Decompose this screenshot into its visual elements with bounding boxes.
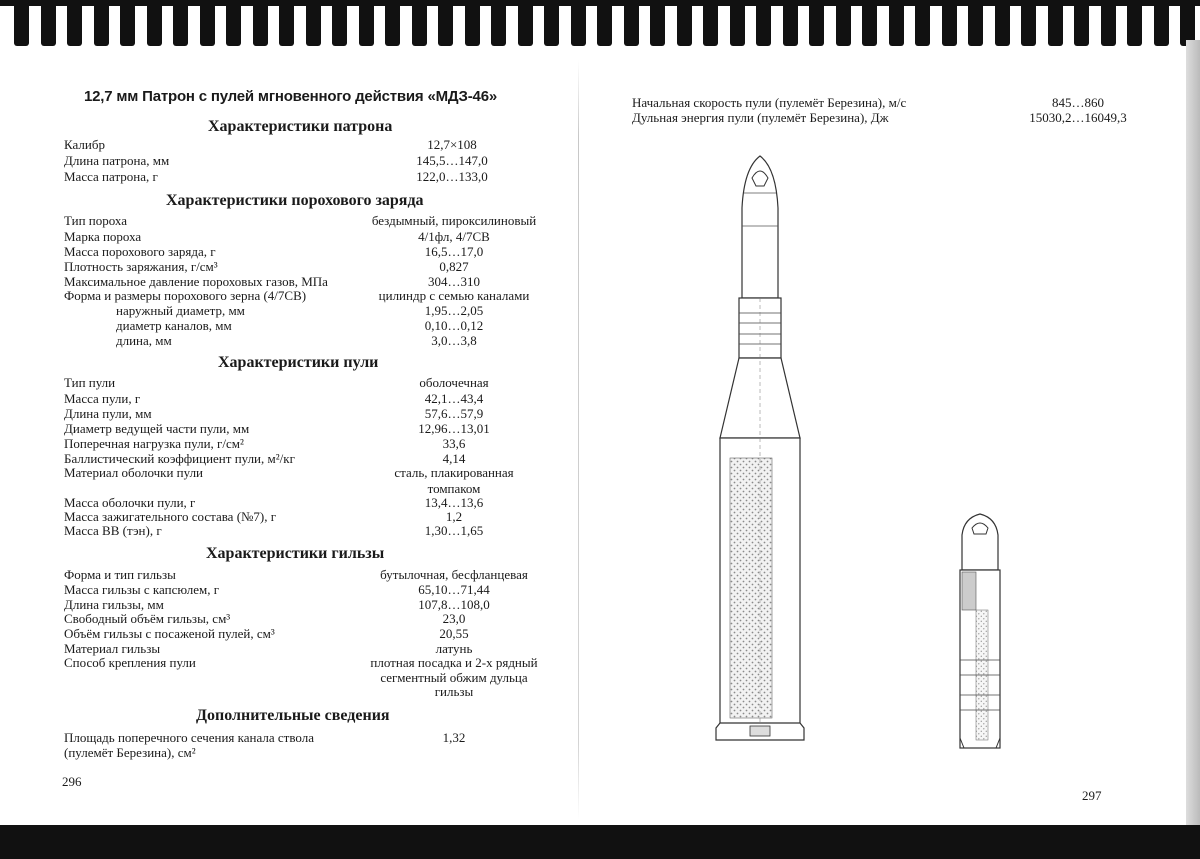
binding-ring bbox=[1101, 0, 1116, 46]
spec-row: Марка пороха 4/1фл, 4/7СВ bbox=[64, 229, 490, 244]
spec-row: Диаметр ведущей части пули, мм 12,96…13,01 bbox=[64, 421, 490, 436]
binding-ring bbox=[1074, 0, 1089, 46]
bottom-edge bbox=[0, 825, 1200, 859]
spec-row: Свободный объём гильзы, см³ 23,0 bbox=[64, 611, 466, 626]
cartridge-drawing bbox=[700, 148, 820, 758]
spec-value-continued: сегментный обжим дульца bbox=[380, 670, 528, 685]
spec-value-continued: гильзы bbox=[434, 684, 474, 699]
binding-ring bbox=[862, 0, 877, 46]
page-number-right: 297 bbox=[1082, 788, 1102, 803]
spec-row: Форма и тип гильзы бутылочная, бесфланцевая bbox=[64, 567, 528, 582]
binding-ring bbox=[279, 0, 294, 46]
binding-ring bbox=[597, 0, 612, 46]
binding-ring bbox=[650, 0, 665, 46]
binding-ring bbox=[756, 0, 771, 46]
binding-ring bbox=[730, 0, 745, 46]
binding-ring bbox=[359, 0, 374, 46]
page-fold bbox=[578, 60, 579, 820]
spec-row: наружный диаметр, мм 1,95…2,05 bbox=[116, 303, 484, 318]
page-edge bbox=[1186, 40, 1200, 830]
binding-ring bbox=[173, 0, 188, 46]
binding-ring bbox=[1154, 0, 1169, 46]
binding-ring bbox=[438, 0, 453, 46]
binding-ring bbox=[809, 0, 824, 46]
spec-row: Длина патрона, мм 145,5…147,0 bbox=[64, 153, 488, 168]
spec-row: Баллистический коэффициент пули, м²/кг 4,14 bbox=[64, 451, 466, 466]
spec-row: Поперечная нагрузка пули, г/см² 33,6 bbox=[64, 436, 466, 451]
binding-ring bbox=[968, 0, 983, 46]
binding-ring bbox=[491, 0, 506, 46]
binding-ring bbox=[1127, 0, 1142, 46]
binding-ring bbox=[14, 0, 29, 46]
binding-ring bbox=[783, 0, 798, 46]
spec-row: Масса оболочки пули, г 13,4…13,6 bbox=[64, 495, 484, 510]
binding-ring bbox=[995, 0, 1010, 46]
binding-ring bbox=[332, 0, 347, 46]
spec-row: Материал гильзы латунь bbox=[64, 641, 473, 656]
binding-ring bbox=[889, 0, 904, 46]
spec-row: Максимальное давление пороховых газов, МПа 304…310 bbox=[64, 274, 480, 289]
section-heading-case: Характеристики гильзы bbox=[206, 545, 385, 562]
spec-row: Масса зажигательного состава (№7), г 1,2 bbox=[64, 509, 463, 524]
section-heading-powder: Характеристики порохового заряда bbox=[166, 192, 424, 209]
spec-row: Площадь поперечного сечения канала ствола 1,32 bbox=[64, 730, 466, 745]
binding-ring bbox=[836, 0, 851, 46]
binding-ring bbox=[306, 0, 321, 46]
section-heading-cartridge: Характеристики патрона bbox=[208, 118, 393, 135]
binding-ring bbox=[465, 0, 480, 46]
spec-row: диаметр каналов, мм 0,10…0,12 bbox=[116, 318, 484, 333]
binding-ring bbox=[518, 0, 533, 46]
spec-row: Масса пули, г 42,1…43,4 bbox=[64, 391, 484, 406]
binding-ring bbox=[226, 0, 241, 46]
binding-ring bbox=[677, 0, 692, 46]
spec-row: Плотность заряжания, г/см³ 0,827 bbox=[64, 259, 469, 274]
spec-row: Длина пули, мм 57,6…57,9 bbox=[64, 406, 484, 421]
binding-ring bbox=[67, 0, 82, 46]
binding-ring bbox=[412, 0, 427, 46]
binding-ring bbox=[942, 0, 957, 46]
spec-row: Тип пули оболочечная bbox=[64, 375, 489, 390]
binding-ring bbox=[915, 0, 930, 46]
binding-ring bbox=[41, 0, 56, 46]
binding-ring bbox=[1048, 0, 1063, 46]
binding-ring bbox=[703, 0, 718, 46]
spec-row: Длина гильзы, мм 107,8…108,0 bbox=[64, 597, 490, 612]
binding-ring bbox=[147, 0, 162, 46]
spec-row: Масса гильзы с капсюлем, г 65,10…71,44 bbox=[64, 582, 490, 597]
spec-row: Материал оболочки пули сталь, плакированная bbox=[64, 465, 514, 480]
spec-row: Масса порохового заряда, г 16,5…17,0 bbox=[64, 244, 484, 259]
binding-ring bbox=[94, 0, 109, 46]
spec-value-continued: томпаком bbox=[427, 481, 481, 496]
binding-ring bbox=[120, 0, 135, 46]
binding-ring bbox=[571, 0, 586, 46]
binding-ring bbox=[624, 0, 639, 46]
right-page bbox=[580, 48, 1186, 828]
section-heading-bullet: Характеристики пули bbox=[218, 354, 379, 371]
page-number-left: 296 bbox=[62, 774, 82, 789]
binding-ring bbox=[253, 0, 268, 46]
spiral-binding bbox=[0, 0, 1200, 48]
spec-row: Дульная энергия пули (пулемёт Березина), Дж 15030,2…16049,3 bbox=[632, 110, 1127, 125]
spec-row: Калибр 12,7×108 bbox=[64, 137, 477, 152]
spec-row: Начальная скорость пули (пулемёт Березина), м/с 845…860 bbox=[632, 95, 1104, 110]
section-heading-extra: Дополнительные сведения bbox=[196, 707, 390, 724]
spec-row: Тип пороха бездымный, пироксилиновый bbox=[64, 213, 537, 228]
binding-ring bbox=[385, 0, 400, 46]
spec-row: Способ крепления пули плотная посадка и 2-х рядный bbox=[64, 655, 538, 670]
binding-ring bbox=[1021, 0, 1036, 46]
spec-row: длина, мм 3,0…3,8 bbox=[116, 333, 477, 348]
spec-row: (пулемёт Березина), см² bbox=[64, 745, 196, 760]
spec-row: Форма и размеры порохового зерна (4/7СВ) цилиндр с семью каналами bbox=[64, 288, 530, 303]
spec-row: Масса ВВ (тэн), г 1,30…1,65 bbox=[64, 523, 484, 538]
bullet-drawing bbox=[950, 510, 1010, 755]
binding-ring bbox=[544, 0, 559, 46]
spec-row: Масса патрона, г 122,0…133,0 bbox=[64, 169, 488, 184]
document-title: 12,7 мм Патрон с пулей мгновенного действия «МДЗ-46» bbox=[84, 88, 497, 105]
left-page bbox=[0, 48, 578, 828]
spec-row: Объём гильзы с посаженой пулей, см³ 20,55 bbox=[64, 626, 469, 641]
binding-ring bbox=[200, 0, 215, 46]
